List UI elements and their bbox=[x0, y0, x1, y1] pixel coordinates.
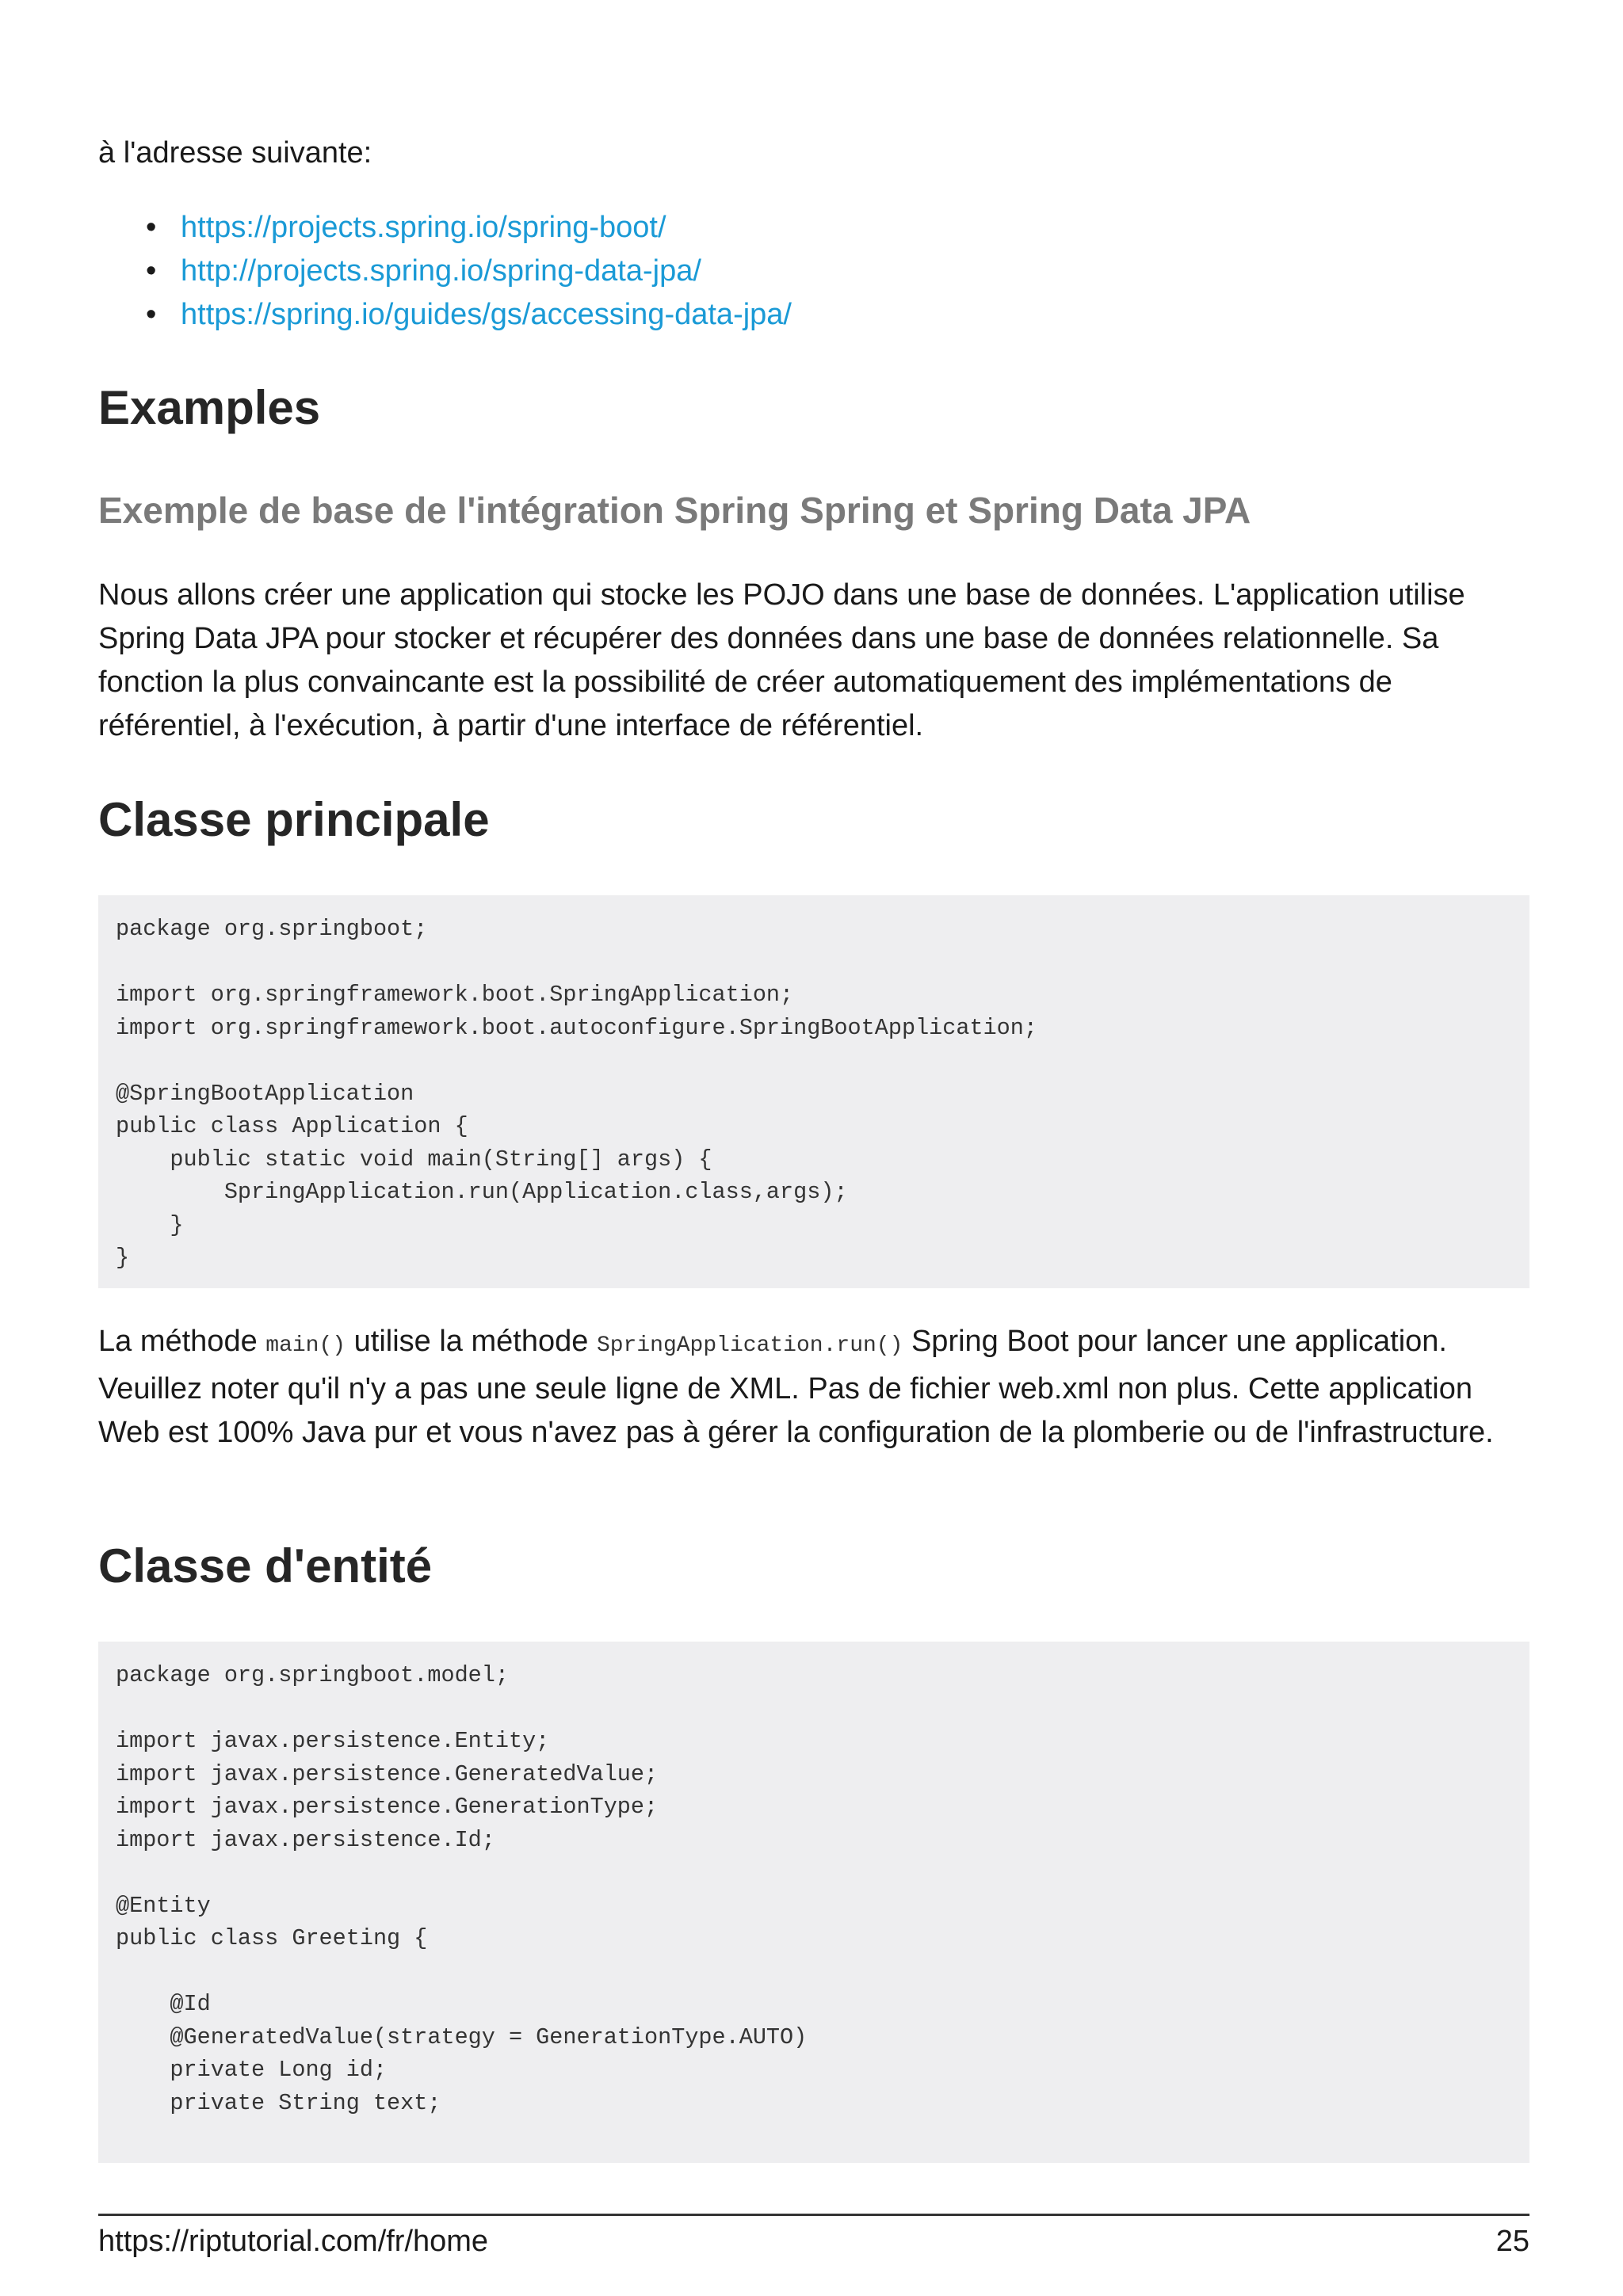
heading-examples: Examples bbox=[98, 381, 321, 434]
list-item bbox=[98, 293, 792, 337]
intro-text: à l'adresse suivante: bbox=[98, 136, 372, 170]
paragraph-text: La méthode bbox=[98, 1325, 266, 1358]
bullet-icon: • bbox=[146, 254, 157, 288]
paragraph-text: utilise la méthode bbox=[346, 1325, 597, 1358]
code-block-entity-class: package org.springboot.model; import javax.persistence.Entity; import javax.persistence.GeneratedValue; import javax.persistence.GenerationType; import javax.persistence.Id; @Entity public class Greeting { @Id @GeneratedValue(strategy = GenerationType.AUTO) private Long id; private String text; bbox=[98, 1642, 1529, 2163]
paragraph-intro: Nous allons créer une application qui stocke les POJO dans une base de données. L'application utilise Spring Data JPA pour stocker et récupérer des données dans une base de données relationnelle. Sa fonction la plus convaincante est la possibilité de créer automatiquement des implémentations de référentiel, à l'exécution, à partir d'une interface de référentiel. bbox=[98, 578, 1465, 742]
list-item bbox=[98, 250, 792, 293]
bullet-icon: • bbox=[146, 298, 157, 331]
code-block-main-class: package org.springboot; import org.springframework.boot.SpringApplication; import org.springframework.boot.autoconfigure.SpringBootApplication; @SpringBootApplication public class Application { public static void main(String[] args) { SpringApplication.run(Application.class,args); } } bbox=[98, 895, 1529, 1288]
paragraph-text: Spring Boot pour lancer une application. Veuillez noter qu'il n'y a pas une seule ligne de XML. Pas de fichier web.xml non plus. Cette application Web est 100% Java pur et vous n'avez pas à gérer la configuration de la plomberie ou de l'infrastructure. bbox=[98, 1325, 1494, 1449]
link-spring-boot[interactable]: https://projects.spring.io/spring-boot/ bbox=[181, 211, 666, 244]
footer-divider bbox=[98, 2214, 1529, 2216]
footer-url: https://riptutorial.com/fr/home bbox=[98, 2225, 489, 2258]
document-page bbox=[98, 0, 1529, 2296]
subheading-basic-example: Exemple de base de l'intégration Spring Spring et Spring Data JPA bbox=[98, 490, 1251, 531]
inline-code-main: main() bbox=[265, 1333, 346, 1358]
reference-link-list bbox=[98, 206, 792, 337]
list-item bbox=[98, 206, 792, 250]
heading-entity-class: Classe d'entité bbox=[98, 1539, 433, 1592]
page-number: 25 bbox=[1495, 2225, 1529, 2258]
bullet-icon: • bbox=[146, 211, 157, 244]
link-accessing-data-jpa-guide[interactable]: https://spring.io/guides/gs/accessing-data-jpa/ bbox=[181, 298, 792, 331]
heading-main-class: Classe principale bbox=[98, 793, 490, 846]
paragraph-main-method bbox=[98, 1320, 1529, 1455]
inline-code-spring-application-run: SpringApplication.run() bbox=[596, 1333, 903, 1358]
link-spring-data-jpa[interactable]: http://projects.spring.io/spring-data-jpa/ bbox=[181, 254, 701, 288]
